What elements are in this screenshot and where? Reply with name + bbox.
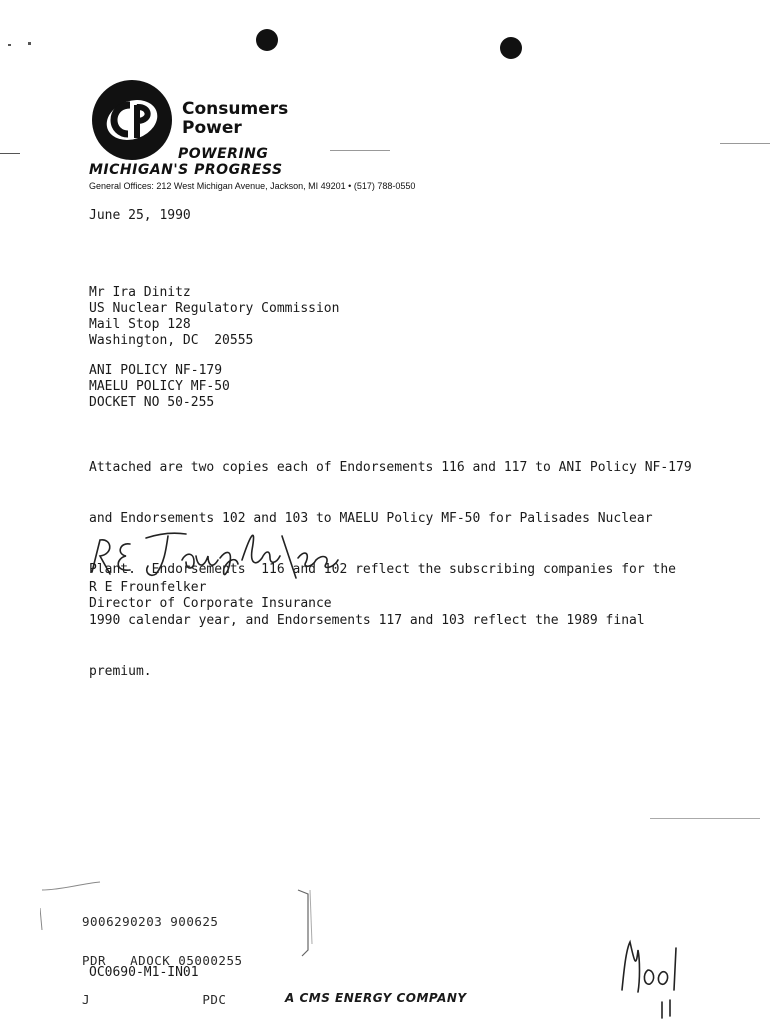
brand-name-line1: Consumers: [182, 99, 289, 119]
body-line: Plant. Endorsements 116 and 102 reflect the subscribing companies for the: [89, 562, 676, 577]
body-line: 1990 calendar year, and Endorsements 117 and 103 reflect the 1989 final: [89, 613, 645, 628]
scan-speck: [8, 44, 11, 46]
parent-company-tagline: A CMS ENERGY COMPANY: [285, 991, 467, 1005]
recipient-mail-stop: Mail Stop 128: [89, 317, 191, 332]
scan-speck: [0, 153, 20, 154]
letter-date: June 25, 1990: [89, 208, 191, 223]
recipient-name: Mr Ira Dinitz: [89, 285, 191, 300]
consumers-power-logo-icon: [90, 78, 174, 162]
reference-ani-policy: ANI POLICY NF-179: [89, 363, 223, 378]
stamp-line: PDR ADOCK 05000255: [82, 953, 243, 968]
scan-speck: [720, 143, 770, 144]
stamp-line: J PDC: [82, 992, 227, 1007]
handwritten-signature: [86, 520, 346, 582]
general-offices-line: [89, 181, 415, 191]
signer-name: R E Frounfelker: [89, 580, 207, 595]
body-line: premium.: [89, 664, 152, 679]
body-line: and Endorsements 102 and 103 to MAELU Policy MF-50 for Palisades Nuclear: [89, 511, 653, 526]
slogan-line1: POWERING: [178, 146, 269, 162]
document-code: OC0690-M1-IN01: [89, 965, 199, 980]
scan-speck: [330, 150, 390, 151]
signer-title: Director of Corporate Insurance: [89, 596, 332, 611]
recipient-org: US Nuclear Regulatory Commission: [89, 301, 340, 316]
scan-speck: [650, 818, 760, 819]
reference-maelu-policy: MAELU POLICY MF-50: [89, 379, 230, 394]
handwritten-note: [612, 930, 692, 1020]
scan-speck: [28, 42, 31, 45]
slogan-line2: MICHIGAN'S PROGRESS: [89, 162, 283, 178]
brand-name-line2: Power: [182, 118, 242, 138]
binder-hole-left: [256, 29, 278, 51]
stamp-line: 9006290203 900625: [82, 914, 219, 929]
offices-label: General Offices:: [89, 181, 154, 191]
offices-address: 212 West Michigan Avenue, Jackson, MI 49201 • (517) 788-0550: [156, 181, 416, 191]
body-line: Attached are two copies each of Endorsements 116 and 117 to ANI Policy NF-179: [89, 460, 692, 475]
binder-hole-right: [500, 37, 522, 59]
reference-docket: DOCKET NO 50-255: [89, 395, 215, 410]
recipient-city: Washington, DC 20555: [89, 333, 254, 348]
